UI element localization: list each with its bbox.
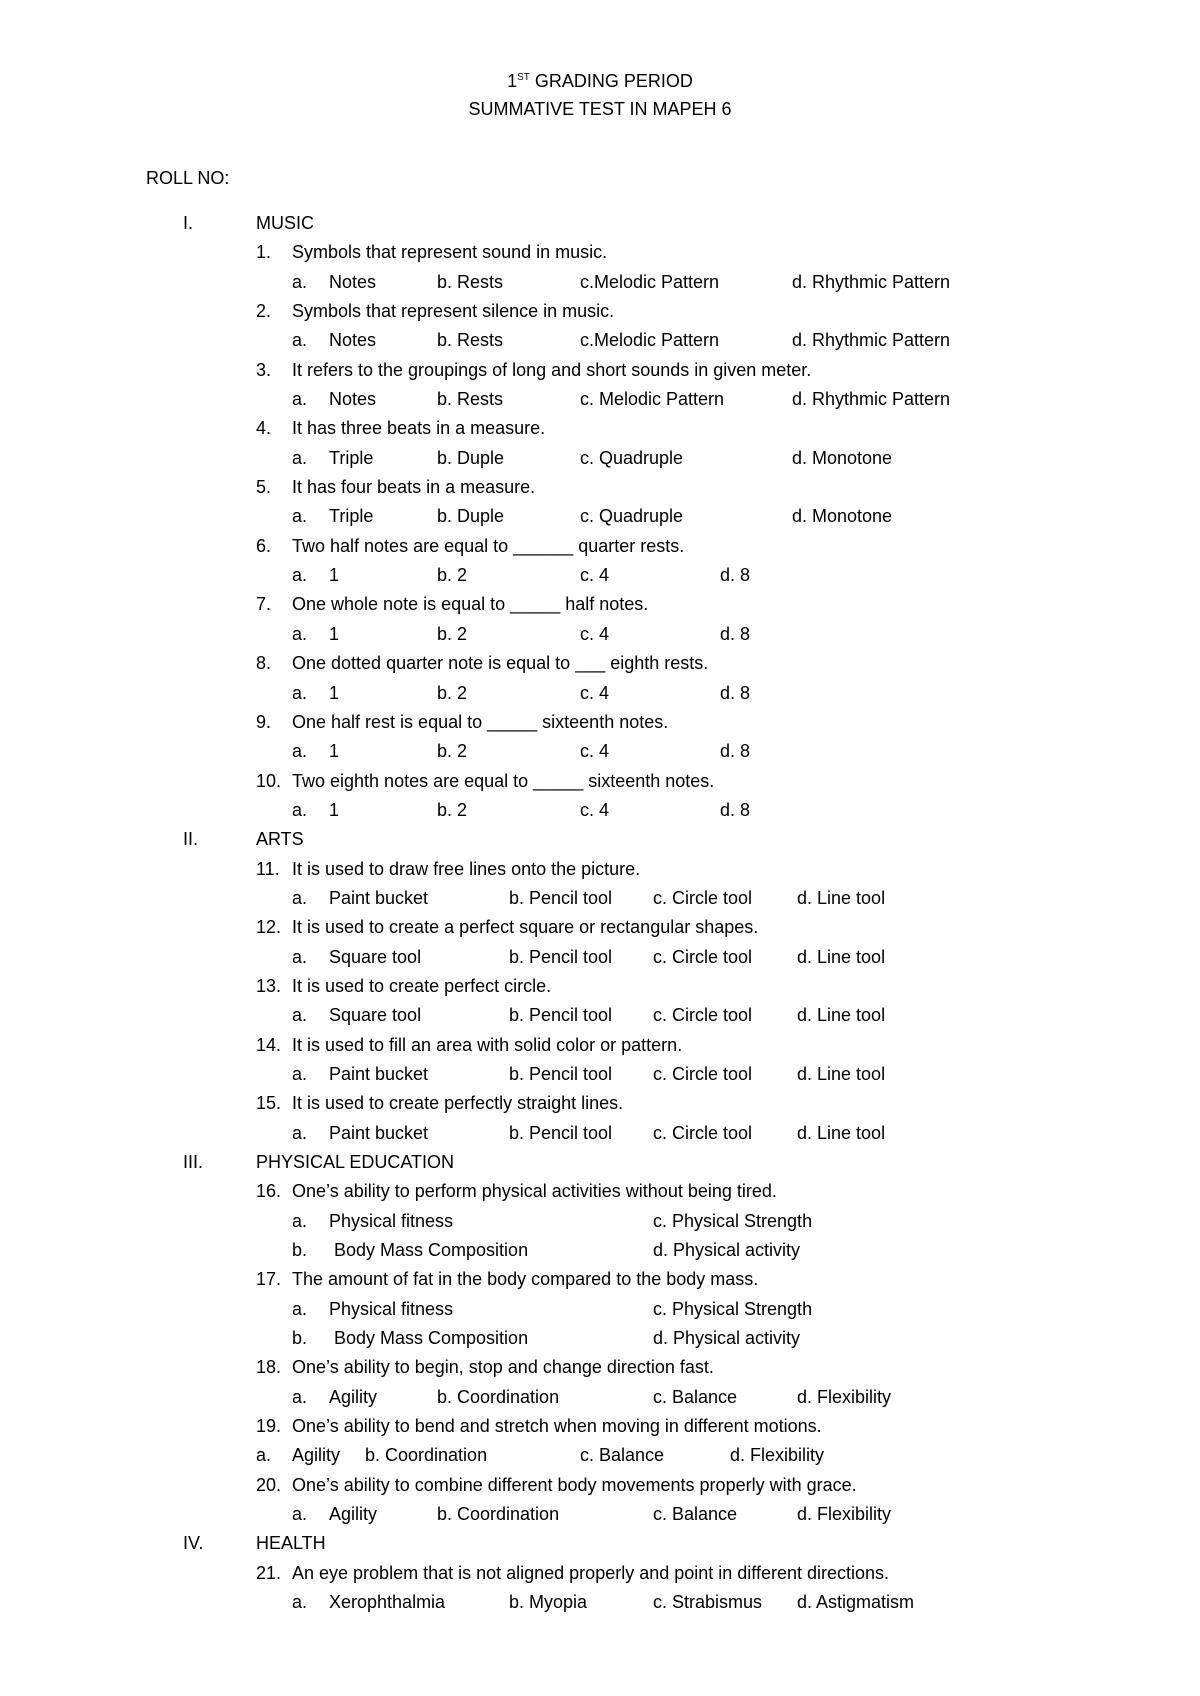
option-text: c. Balance [580, 1445, 665, 1466]
question-text: One’s ability to perform physical activities without being tired. [292, 1181, 777, 1202]
title-block [0, 64, 1200, 123]
question-number: 16. [256, 1181, 282, 1202]
question-number: 7. [256, 594, 272, 615]
question-number: 2. [256, 301, 272, 322]
section-title: PHYSICAL EDUCATION [256, 1152, 455, 1172]
question-text: It has four beats in a measure. [292, 477, 536, 498]
option-letter: a. [292, 389, 308, 410]
options-row [0, 1441, 1200, 1470]
option-text: 1 [329, 799, 340, 820]
option-letter: a. [292, 1386, 308, 1407]
question-row [0, 1412, 1200, 1441]
option-text: d. 8 [720, 799, 751, 820]
question-text: One’s ability to begin, stop and change direction fast. [292, 1357, 714, 1378]
question-number: 3. [256, 359, 272, 380]
option-text: c.Melodic Pattern [580, 330, 720, 351]
option-text: b. Rests [437, 271, 504, 292]
question-row [0, 649, 1200, 678]
question-text: It is used to create a perfect square or rectangular shapes. [292, 917, 759, 938]
option-text: Paint bucket [329, 887, 429, 908]
option-letter: a. [292, 271, 308, 292]
options-row [0, 679, 1200, 708]
option-text: c. Circle tool [653, 1005, 753, 1026]
option-letter: a. [292, 1298, 308, 1319]
option-text: c. Quadruple [580, 506, 684, 527]
option-letter: a. [292, 799, 308, 820]
question-row [0, 972, 1200, 1001]
option-text: d. Flexibility [797, 1386, 892, 1407]
option-letter: a. [292, 1005, 308, 1026]
options-row [0, 502, 1200, 531]
question-text: One’s ability to combine different body movements properly with grace. [292, 1474, 857, 1495]
option-text: d. Monotone [792, 506, 893, 527]
option-text: 1 [329, 623, 340, 644]
question-row [0, 473, 1200, 502]
option-text: c. Circle tool [653, 1063, 753, 1084]
options-row [0, 1324, 1200, 1353]
option-text: Body Mass Composition [334, 1328, 529, 1349]
options-row [0, 268, 1200, 297]
option-text: Paint bucket [329, 1122, 429, 1143]
question-number: 5. [256, 477, 272, 498]
option-text: b. Duple [437, 506, 505, 527]
option-text: d. Physical activity [653, 1328, 801, 1349]
option-text: Agility [329, 1386, 378, 1407]
option-text: c. Circle tool [653, 946, 753, 967]
question-text: It has three beats in a measure. [292, 418, 546, 439]
option-text: b. Myopia [509, 1592, 588, 1613]
option-text: Agility [329, 1504, 378, 1525]
question-number: 19. [256, 1416, 282, 1437]
option-text: d. Rhythmic Pattern [792, 389, 951, 410]
options-row [0, 561, 1200, 590]
question-text: An eye problem that is not aligned properly and point in different directions. [292, 1562, 890, 1583]
options-row [0, 1383, 1200, 1412]
question-number: 6. [256, 535, 272, 556]
option-text: c. Melodic Pattern [580, 389, 725, 410]
option-letter: a. [292, 1122, 308, 1143]
options-row [0, 884, 1200, 913]
option-text: b. Pencil tool [509, 1122, 613, 1143]
question-row [0, 590, 1200, 619]
option-text: d. Monotone [792, 447, 893, 468]
question-row [0, 414, 1200, 443]
question-row [0, 1177, 1200, 1206]
option-text: Body Mass Composition [334, 1240, 529, 1261]
option-text: b. 2 [437, 741, 468, 762]
question-number: 10. [256, 770, 282, 791]
option-text: d. 8 [720, 623, 751, 644]
options-row [0, 943, 1200, 972]
options-row [0, 1588, 1200, 1617]
question-number: 11. [256, 858, 280, 879]
question-row [0, 1265, 1200, 1294]
option-text: c. Physical Strength [653, 1210, 813, 1231]
test-content [0, 209, 1200, 1618]
section-header [0, 1148, 1200, 1177]
option-text: Notes [329, 389, 377, 410]
option-text: 1 [329, 682, 340, 703]
option-text: 1 [329, 565, 340, 586]
question-text: One whole note is equal to _____ half notes. [292, 594, 649, 615]
option-text: Square tool [329, 1005, 422, 1026]
question-text: Symbols that represent sound in music. [292, 242, 608, 263]
options-row [0, 1119, 1200, 1148]
question-row [0, 1353, 1200, 1382]
section-header [0, 1529, 1200, 1558]
options-row [0, 1060, 1200, 1089]
section-number: IV. [183, 1533, 204, 1554]
option-text: b. Rests [437, 330, 504, 351]
section-number: I. [183, 213, 194, 233]
question-text: One’s ability to bend and stretch when moving in different motions. [292, 1416, 822, 1437]
option-text: d. Physical activity [653, 1240, 801, 1261]
question-text: Two eighth notes are equal to _____ sixteenth notes. [292, 770, 715, 791]
question-text: One dotted quarter note is equal to ___ eighth rests. [292, 653, 709, 674]
question-text: It is used to create perfect circle. [292, 975, 552, 996]
option-text: c. 4 [580, 799, 610, 820]
question-row [0, 297, 1200, 326]
question-text: It refers to the groupings of long and short sounds in given meter. [292, 359, 812, 380]
option-letter: b. [292, 1240, 308, 1261]
option-letter: a. [292, 330, 308, 351]
options-row [0, 620, 1200, 649]
question-text: Symbols that represent silence in music. [292, 301, 615, 322]
option-letter: a. [292, 887, 308, 908]
question-number: 8. [256, 653, 272, 674]
option-text: b. Coordination [437, 1504, 560, 1525]
question-number: 21. [256, 1562, 282, 1583]
option-text: Paint bucket [329, 1063, 429, 1084]
option-letter: a. [292, 1592, 308, 1613]
grading-period-title: 1ST GRADING PERIOD [507, 71, 693, 91]
test-title: SUMMATIVE TEST IN MAPEH 6 [468, 99, 732, 119]
option-text: c. Balance [653, 1386, 738, 1407]
option-text: b. Pencil tool [509, 1063, 613, 1084]
option-text: c. 4 [580, 565, 610, 586]
question-number: 20. [256, 1474, 282, 1495]
option-text: b. Pencil tool [509, 946, 613, 967]
option-text: b. 2 [437, 623, 468, 644]
question-row [0, 1471, 1200, 1500]
section-header [0, 209, 1200, 238]
question-text: It is used to draw free lines onto the picture. [292, 858, 641, 879]
option-text: b. Pencil tool [509, 887, 613, 908]
option-text: b. Duple [437, 447, 505, 468]
option-text: d. Line tool [797, 1122, 886, 1143]
option-letter: a. [292, 682, 308, 703]
question-row [0, 767, 1200, 796]
question-number: 4. [256, 418, 272, 439]
option-letter: a. [292, 1504, 308, 1525]
question-number: 1. [256, 242, 272, 263]
option-text: d. Rhythmic Pattern [792, 330, 951, 351]
option-text: d. 8 [720, 565, 751, 586]
question-row [0, 1089, 1200, 1118]
option-letter: b. [292, 1328, 308, 1349]
options-row [0, 796, 1200, 825]
section-title: MUSIC [256, 213, 314, 233]
option-letter: a. [292, 741, 308, 762]
option-text: b. Coordination [437, 1386, 560, 1407]
option-text: a. [256, 1445, 272, 1466]
section-title: ARTS [256, 829, 304, 850]
options-row [0, 1207, 1200, 1236]
option-text: b. 2 [437, 565, 468, 586]
options-row [0, 444, 1200, 473]
section-header [0, 825, 1200, 854]
option-text: b. 2 [437, 799, 468, 820]
option-text: c. Circle tool [653, 887, 753, 908]
option-text: c. 4 [580, 682, 610, 703]
option-letter: a. [292, 1063, 308, 1084]
option-text: d. Line tool [797, 1063, 886, 1084]
option-text: b. Rests [437, 389, 504, 410]
options-row [0, 1500, 1200, 1529]
option-text: Agility [292, 1445, 341, 1466]
option-letter: a. [292, 946, 308, 967]
options-row [0, 1236, 1200, 1265]
options-row [0, 326, 1200, 355]
option-letter: a. [292, 447, 308, 468]
question-number: 9. [256, 711, 272, 732]
options-row [0, 1001, 1200, 1030]
option-text: c. 4 [580, 623, 610, 644]
option-letter: a. [292, 623, 308, 644]
option-text: b. Pencil tool [509, 1005, 613, 1026]
question-text: One half rest is equal to _____ sixteenth notes. [292, 711, 669, 732]
question-text: It is used to fill an area with solid color or pattern. [292, 1034, 683, 1055]
option-text: Square tool [329, 946, 422, 967]
option-text: b. Coordination [365, 1445, 488, 1466]
option-text: d. Astigmatism [797, 1592, 915, 1613]
question-number: 14. [256, 1034, 282, 1055]
question-row [0, 1031, 1200, 1060]
question-row [0, 356, 1200, 385]
question-row [0, 532, 1200, 561]
option-text: d. Line tool [797, 1005, 886, 1026]
option-text: Notes [329, 330, 377, 351]
question-number: 17. [256, 1269, 282, 1290]
option-text: c. Quadruple [580, 447, 684, 468]
question-row [0, 1559, 1200, 1588]
question-text: It is used to create perfectly straight lines. [292, 1093, 624, 1114]
question-number: 13. [256, 975, 282, 996]
option-text: b. 2 [437, 682, 468, 703]
option-letter: a. [292, 1210, 308, 1231]
option-letter: a. [292, 565, 308, 586]
option-text: Triple [329, 506, 374, 527]
question-row [0, 855, 1200, 884]
option-text: c. Physical Strength [653, 1298, 813, 1319]
options-row [0, 385, 1200, 414]
question-text: The amount of fat in the body compared to the body mass. [292, 1269, 759, 1290]
question-number: 15. [256, 1093, 282, 1114]
section-number: III. [183, 1152, 204, 1172]
option-text: c. 4 [580, 741, 610, 762]
option-text: 1 [329, 741, 340, 762]
option-text: c. Balance [653, 1504, 738, 1525]
roll-no-label: ROLL NO: [146, 168, 230, 188]
option-text: d. Line tool [797, 887, 886, 908]
option-text: Physical fitness [329, 1210, 454, 1231]
option-text: d. 8 [720, 741, 751, 762]
option-text: Notes [329, 271, 377, 292]
options-row [0, 737, 1200, 766]
option-text: c. Circle tool [653, 1122, 753, 1143]
option-text: d. Flexibility [730, 1445, 825, 1466]
option-text: d. Rhythmic Pattern [792, 271, 951, 292]
question-row [0, 708, 1200, 737]
section-title: HEALTH [256, 1533, 326, 1554]
question-text: Two half notes are equal to ______ quarter rests. [292, 535, 685, 556]
section-number: II. [183, 829, 199, 850]
question-row [0, 238, 1200, 267]
option-text: Physical fitness [329, 1298, 454, 1319]
option-text: d. Flexibility [797, 1504, 892, 1525]
option-text: c. Strabismus [653, 1592, 763, 1613]
options-row [0, 1295, 1200, 1324]
option-text: d. 8 [720, 682, 751, 703]
question-number: 12. [256, 917, 282, 938]
option-text: Triple [329, 447, 374, 468]
question-row [0, 913, 1200, 942]
option-text: d. Line tool [797, 946, 886, 967]
option-letter: a. [292, 506, 308, 527]
question-number: 18. [256, 1357, 282, 1378]
option-text: Xerophthalmia [329, 1592, 446, 1613]
option-text: c.Melodic Pattern [580, 271, 720, 292]
